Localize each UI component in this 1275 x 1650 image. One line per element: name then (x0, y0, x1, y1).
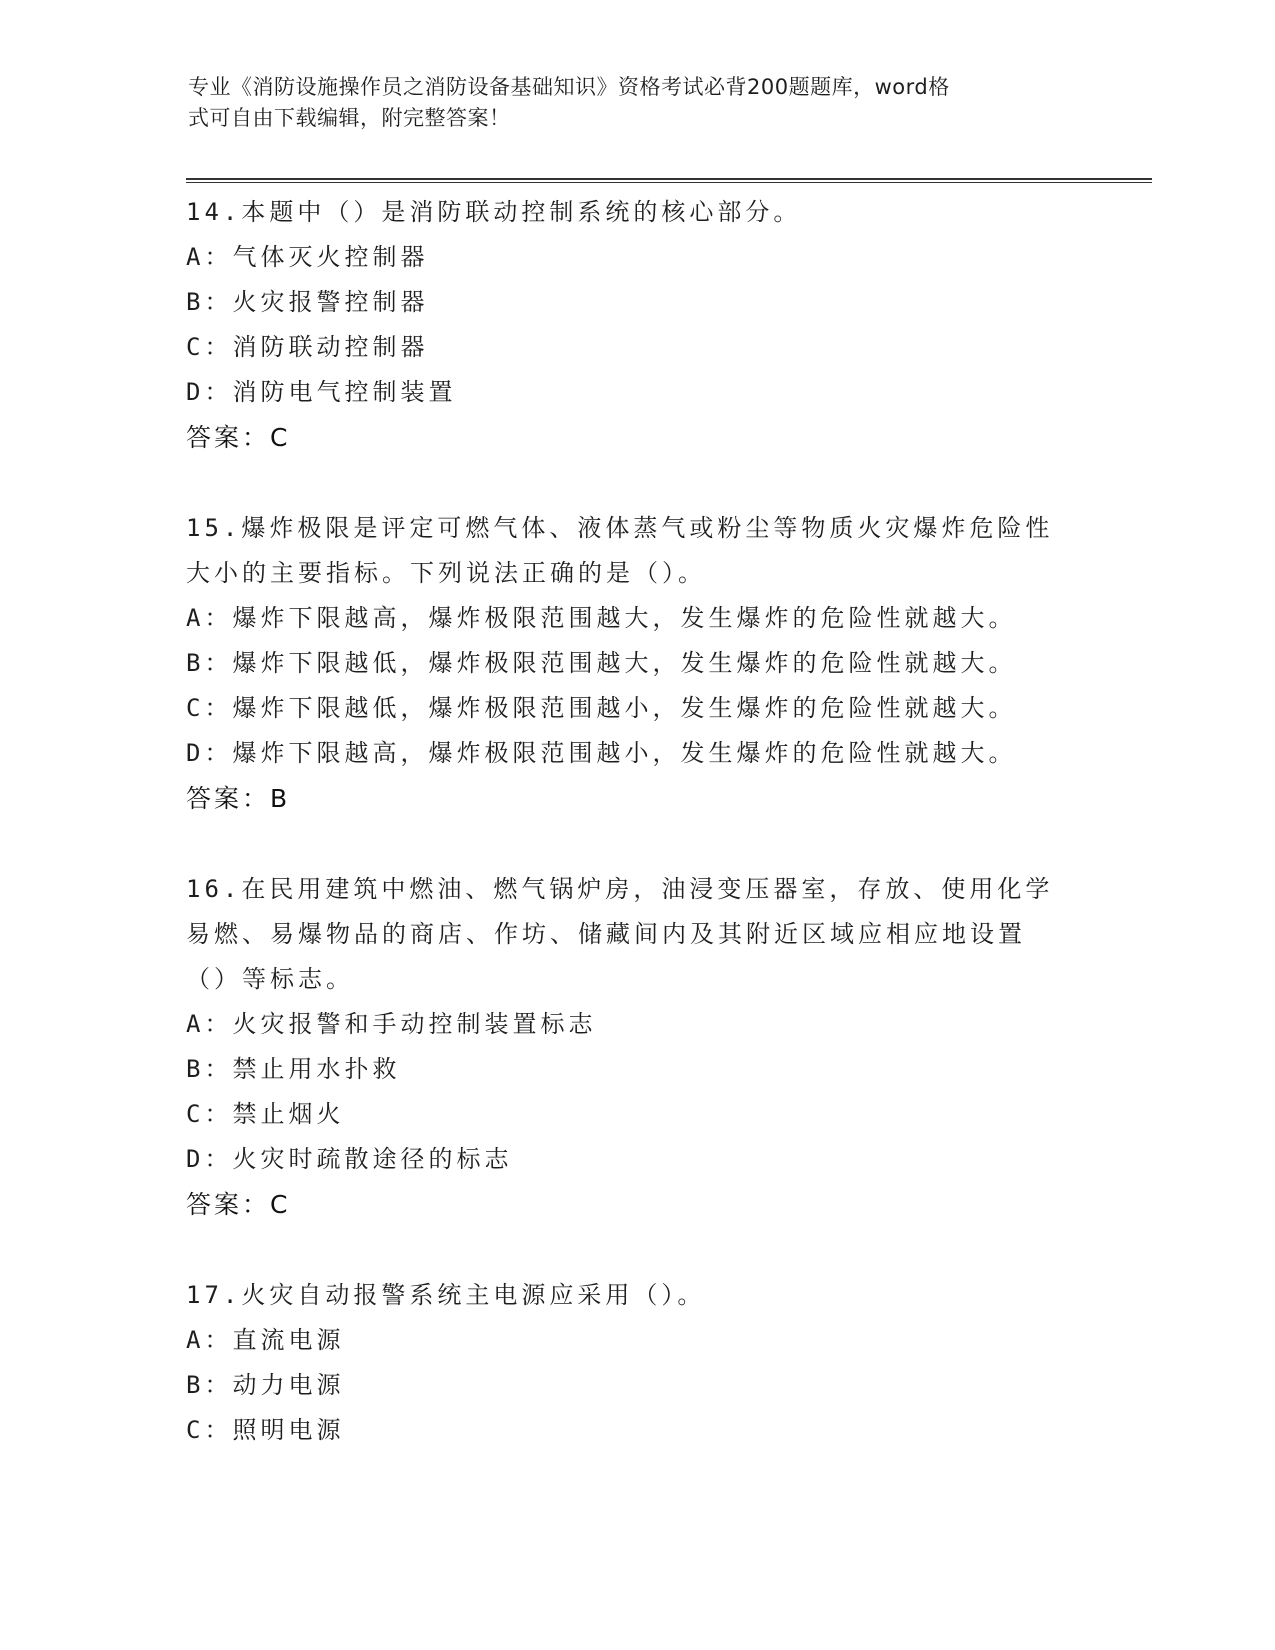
option-c: C：消防联动控制器 (186, 333, 429, 361)
header-line-1: 专业《消防设施操作员之消防设备基础知识》资格考试必背200题题库，word格 (188, 75, 950, 99)
question-gap (186, 1227, 1086, 1273)
header-divider-thin (186, 182, 1152, 183)
header-divider (186, 178, 1152, 183)
option-d: D：火灾时疏散途径的标志 (186, 1145, 513, 1173)
question-stem: 15.爆炸极限是评定可燃气体、液体蒸气或粉尘等物质火灾爆炸危险性 (186, 514, 1054, 542)
question-stem: 14.本题中（）是消防联动控制系统的核心部分。 (186, 198, 802, 226)
option-a: A：直流电源 (186, 1326, 345, 1354)
question-17 (186, 1273, 1086, 1453)
question-stem: 易燃、易爆物品的商店、作坊、储藏间内及其附近区域应相应地设置 (186, 920, 1026, 948)
option-d: D：消防电气控制装置 (186, 378, 457, 406)
option-a: A：爆炸下限越高，爆炸极限范围越大，发生爆炸的危险性就越大。 (186, 604, 1017, 632)
question-14 (186, 190, 1086, 460)
option-c: C：禁止烟火 (186, 1100, 345, 1128)
question-stem: 17.火灾自动报警系统主电源应采用（）。 (186, 1281, 706, 1309)
option-b: B：爆炸下限越低，爆炸极限范围越大，发生爆炸的危险性就越大。 (186, 649, 1017, 677)
answer-line: 答案：C (186, 1190, 291, 1219)
answer-line: 答案：B (186, 784, 291, 813)
question-gap (186, 460, 1086, 506)
question-15 (186, 506, 1086, 821)
question-gap (186, 821, 1086, 867)
answer-line: 答案：C (186, 423, 291, 452)
option-c: C：照明电源 (186, 1416, 345, 1444)
option-b: B：火灾报警控制器 (186, 288, 429, 316)
question-stem: 16.在民用建筑中燃油、燃气锅炉房，油浸变压器室，存放、使用化学 (186, 875, 1054, 903)
question-list (186, 190, 1086, 1453)
option-d: D：爆炸下限越高，爆炸极限范围越小，发生爆炸的危险性就越大。 (186, 739, 1017, 767)
question-stem: 大小的主要指标。下列说法正确的是（）。 (186, 559, 706, 587)
question-stem: （）等标志。 (186, 965, 354, 993)
option-b: B：动力电源 (186, 1371, 345, 1399)
option-c: C：爆炸下限越低，爆炸极限范围越小，发生爆炸的危险性就越大。 (186, 694, 1017, 722)
option-b: B：禁止用水扑救 (186, 1055, 401, 1083)
question-16 (186, 867, 1086, 1227)
header-line-2: 式可自由下载编辑，附完整答案！ (188, 106, 511, 130)
option-a: A：气体灭火控制器 (186, 243, 429, 271)
document-header (188, 72, 1068, 134)
option-a: A：火灾报警和手动控制装置标志 (186, 1010, 597, 1038)
header-divider-thick (186, 178, 1152, 180)
